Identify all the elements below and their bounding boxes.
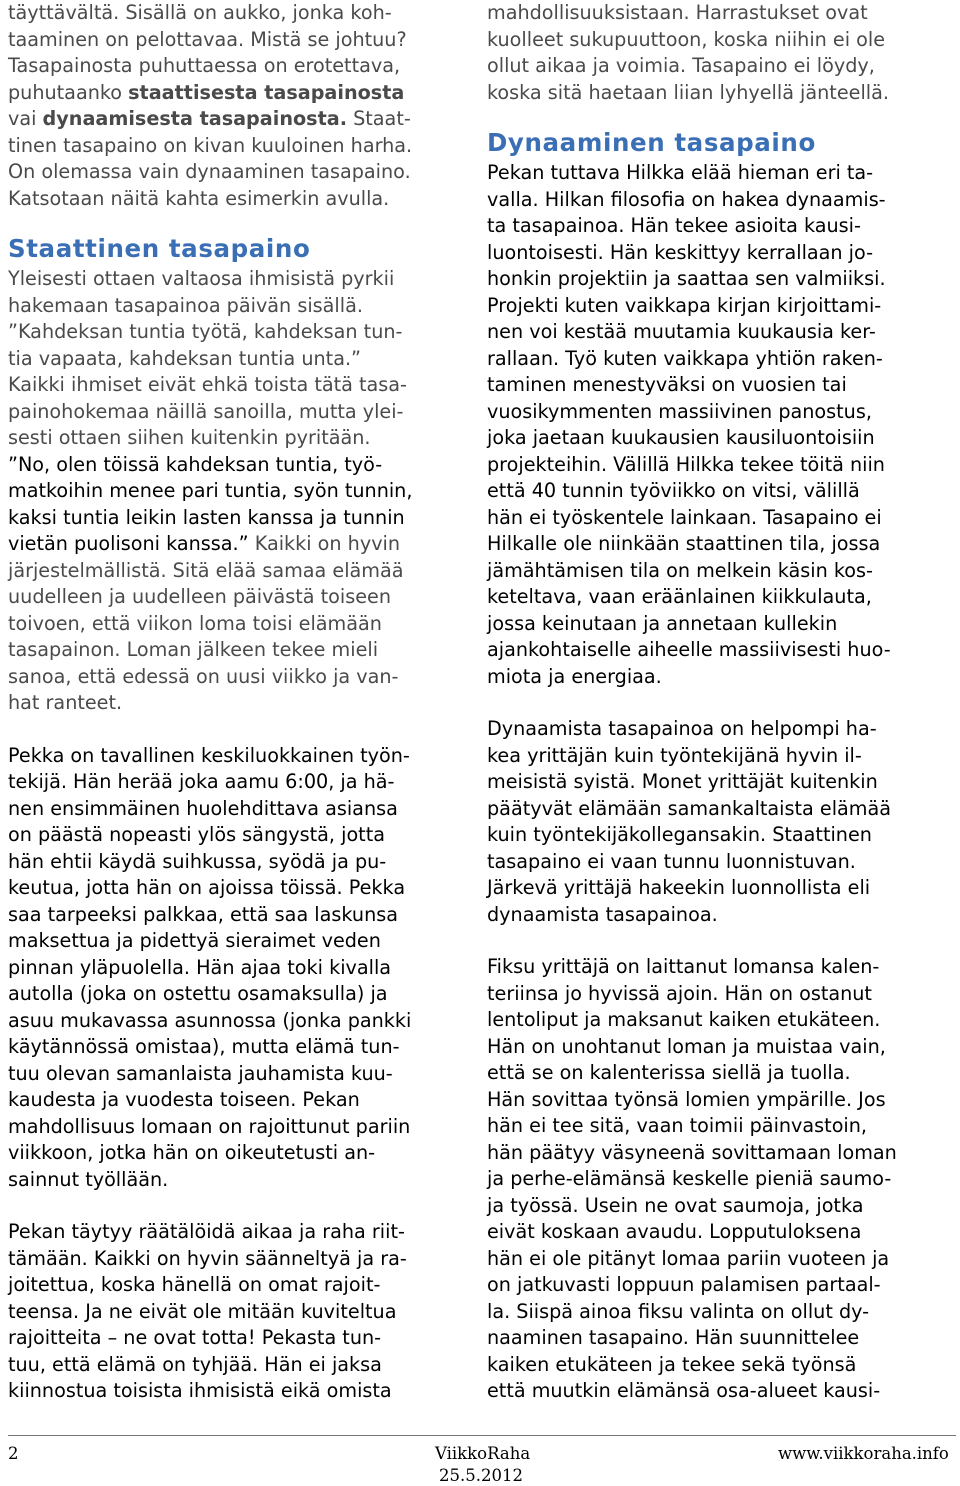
dynamic-paragraph-1: Pekan tuttava Hilkka elää hieman eri ta- valla. Hilkan filosofia on hakea dynaamis- ta tasapainoa. Hän tekee asioita kausi- luontoisesti. Hän keskittyy kerrallaan jo- honkin projektiin ja saattaa sen valmiiksi. Projekti kuten vaikkapa kirjan kirjoittami- nen voi kestää muutamia kuukausia ker- rallaan. Työ kuten vaikkapa yhtiön raken- taminen menestyväksi on vuosien tai vuosikymmenten massiivinen panostus, joka jaetaan kuukausien kausiluontoisiin projekteihin. Välillä Hilkka tekee töitä niin että 40 tunnin työviikko on vitsi, välillä hän ei työskentele lainkaan. Tasapaino ei Hilkalle ole niinkään staattinen tila, jossa jämähtämisen tila on melkein käsin kos- keteltava, vaan eräänlainen kiikkulauta, jossa keinutaan ja annetaan kullekin ajankohtaiselle aiheelle massiivisesti huo- miota ja energiaa. — [487, 161, 891, 688]
heading-static-balance: Staattinen tasapaino — [8, 234, 311, 263]
left-column — [8, 0, 474, 1405]
static-p1-gray: Yleisesti ottaen valtaosa ihmisistä pyrkii hakemaan tasapainoa päivän sisällä. ”Kahdeksan tuntia työtä, kahdeksan tun- tia vapaata, kahdeksan tuntia unta.” Kaikki ihmiset eivät ehkä toista tätä tasa- painohokemaa näillä sanoilla, mutta ylei- sesti ottaen siihen kuitenkin pyritään. — [8, 267, 407, 449]
intro-bold-dynamic: dynaamisesta tasapainosta. — [42, 107, 347, 130]
static-paragraph-3: Pekan täytyy räätälöidä aikaa ja raha riit- tämään. Kaikki on hyvin säänneltyä ja ra- joitettua, koska hänellä on omat rajoit- teensa. Ja ne eivät ole mitään kuviteltua rajoitteita – ne ovat totta! Pekasta tun- tuu, että elämä on tyhjää. Hän ei jaksa kiinnostua toisista ihmisistä eikä omista — [8, 1220, 407, 1402]
intro-text-2: vai — [8, 107, 37, 130]
static-paragraph-2: Pekka on tavallinen keskiluokkainen työn- tekijä. Hän herää joka aamu 6:00, ja hä- nen ensimmäinen huolehdittava asiansa on päästä nopeasti ylös sängystä, jotta hän ehtii käydä suihkussa, syödä ja pu- keutua, jotta hän on ajoissa töissä. Pekka saa tarpeeksi palkkaa, että saa laskunsa maksettua ja pidettyä sieraimet veden pinnan yläpuolella. Hän ajaa toki kivalla autolla (joka on ostettu osamaksulla) ja asuu mukavassa asunnossa (jonka pankki käytännössä omistaa), mutta elämä tun- tuu olevan samanlaista jauhamista kuu- kaudesta ja vuodesta toiseen. Pekan mahdollisuus lomaan on rajoittunut pariin viikkoon, jotka hän on oikeutetusti an- sainnut työllään. — [8, 743, 412, 1191]
static-p1-gray-2: Kaikki on hyvin järjestelmällistä. Sitä elää samaa elämää uudelleen ja uudelleen päivästä toiseen toivoen, että viikon loma toisi elämään tasapainon. Loman jälkeen tekee mieli sanoa, että edessä on uusi viikko ja van- hat ranteet. — [8, 532, 404, 714]
right-column — [487, 0, 953, 1405]
heading-dynamic-balance: Dynaaminen tasapaino — [487, 128, 816, 157]
static-p1-quote: ”No, olen töissä kahdeksan tuntia, työ- matkoihin menee pari tuntia, syön tunnin, kaksi tuntia leikin lasten kanssa ja tunnin vietän puolisoni kanssa.” — [8, 452, 413, 555]
website-url: www.viikkoraha.info — [778, 1444, 949, 1463]
intro-paragraph — [8, 0, 474, 212]
footer-divider — [8, 1435, 956, 1436]
continued-paragraph: mahdollisuuksistaan. Harrastukset ovat kuolleet sukupuuttoon, koska niihin ei ole ollut aikaa ja voimia. Tasapaino ei löydy, koska sitä haetaan liian lyhyellä jänteellä. — [487, 1, 889, 104]
dynamic-paragraph-2: Dynaamista tasapainoa on helpompi ha- kea yrittäjän kuin työntekijänä hyvin il- meisistä syistä. Monet yrittäjät kuitenkin päätyvät elämään samankaltaista elämää kuin työntekijäkollegansakin. Staattinen tasapaino ei vaan tunnu luonnistuvan. Järkevä yrittäjä hakeekin luonnollista eli dynaamista tasapainoa. — [487, 717, 891, 926]
page-number: 2 — [8, 1444, 19, 1463]
publication-name: ViikkoRaha — [435, 1444, 531, 1463]
intro-text-1: täyttävältä. Sisällä on aukko, jonka koh- taaminen on pelottavaa. Mistä se johtuu? Tasapainosta puhuttaessa on erotettava, puhutaanko — [8, 1, 407, 104]
intro-text-3: Staat- tinen tasapaino on kivan kuuloinen harha. On olemassa vain dynaaminen tasapaino. Katsotaan näitä kahta esimerkin avulla. — [8, 107, 413, 210]
static-paragraph-1 — [8, 266, 474, 717]
intro-bold-static: staattisesta tasapainosta — [128, 80, 405, 104]
publication-date: 25.5.2012 — [439, 1466, 523, 1485]
dynamic-paragraph-3: Fiksu yrittäjä on laittanut lomansa kalen- teriinsa jo hyvissä ajoin. Hän on ostanut lentoliput ja maksanut kaiken etukäteen. Hän on unohtanut loman ja muistaa vain, että se on kalenterissa siellä ja tuolla. Hän sovittaa työnsä lomien ympärille. Jos hän ei tee sitä, vaan toimii päinvastoin, hän päätyy väsyneenä sovittamaan loman ja perhe-elämänsä keskelle pieniä saumo- ja työssä. Usein ne ovat saumoja, jotka eivät koskaan avaudu. Lopputuloksena hän ei ole pitänyt lomaa pariin vuoteen ja on jatkuvasti loppuun palamisen partaal- la. Siispä ainoa fiksu valinta on ollut dy- naaminen tasapaino. Hän suunnittelee kaiken etukäteen ja tekee sekä työnsä että muutkin elämänsä osa-alueet kausi- — [487, 955, 897, 1402]
